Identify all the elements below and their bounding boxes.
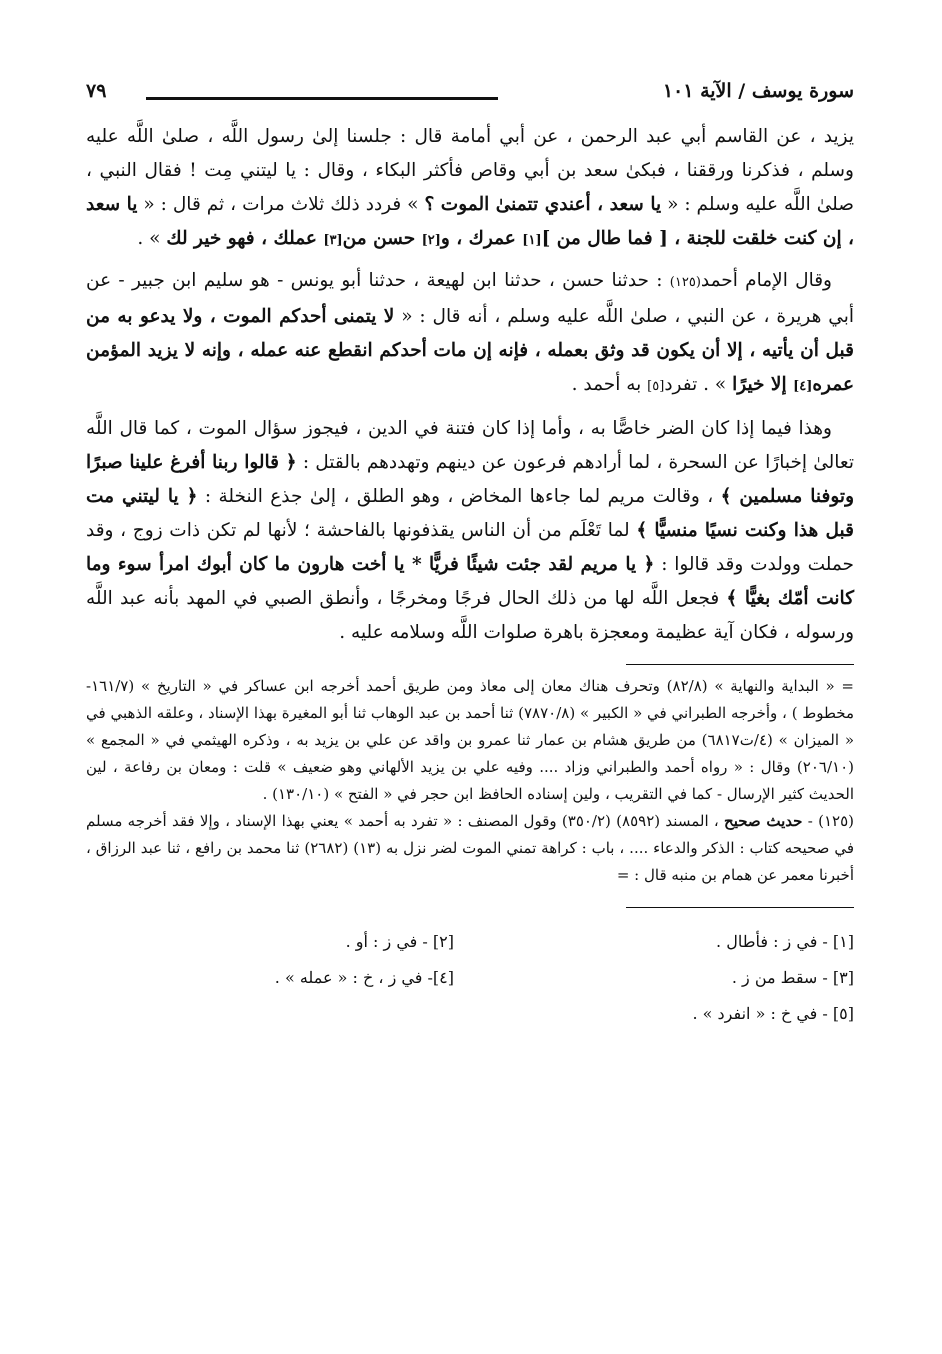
hadith-text: لا يتمنى أحدكم الموت ، ولا يدعو به من قبل أن يأتيه ، إلا أن يكون قد وثق بعمله ، فإنه إن مات أحدكم انقطع عنه عمله ، وإنه لا يزيد المؤمن عمره bbox=[86, 306, 854, 395]
hadith-text: إلا خيرًا bbox=[732, 374, 794, 395]
scholarly-footnotes bbox=[86, 673, 854, 889]
paragraph-3 bbox=[86, 412, 854, 650]
footnote-divider bbox=[626, 664, 854, 665]
variant-3: [٣] - سقط من ز . bbox=[731, 968, 854, 987]
text-run: » . تفرد bbox=[664, 374, 733, 395]
variant-ref-2[interactable]: [٢] bbox=[421, 233, 441, 248]
text-run: يزيد ، عن القاسم أبي عبد الرحمن ، عن أبي أمامة قال : جلسنا إلىٰ رسول اللَّه ، صلىٰ اللَّه عليه وسلم ، فذكرنا ورققنا ، فبكىٰ سعد بن أبي وقاص فأكثر البكاء ، وقال : يا ليتني مِت ! فقال النبي ، صلىٰ اللَّه عليه وسلم : « bbox=[86, 126, 855, 215]
text-run: : حدثنا حسن ، حدثنا ابن لهيعة ، حدثنا أبو يونس - هو سليم ابن جبير - عن أبي هريرة ، عن النبي ، صلىٰ اللَّه عليه وسلم ، أنه قال : « bbox=[86, 270, 854, 327]
quran-verse: ﴿ يا مريم لقد جئت شيئًا فريًّا * يا أخت هارون ما كان أبوك امرأ سوء وما كانت أمّك بغيًّا ﴾ bbox=[86, 554, 854, 609]
hadith-text: عمرك ، و bbox=[440, 228, 523, 249]
text-run: لما تَعْلَم من أن الناس يقذفونها بالفاحشة ؛ لأنها لم تكن ذات زوج ، وقد حملت وولدت وقد قالوا : bbox=[86, 520, 854, 575]
variants-divider bbox=[626, 907, 854, 908]
text-run: ، وقالت مريم لما جاءها المخاض ، وهو الطلق ، إلىٰ جذع النخلة : bbox=[197, 486, 721, 507]
text-run: وهذا فيما إذا كان الضر خاصًّا به ، وأما إذا كان فتنة في الدين ، فيجوز سؤال الموت ، كما قال اللَّه تعالىٰ إخبارًا عن السحرة ، لما أرادهم فرعون عن دينهم وتهددهم بالقتل : bbox=[86, 418, 854, 473]
footnote-continuation: = « البداية والنهاية » (٨٢/٨) وتحرف هناك معان إلى معاذ ومن طريق أحمد أخرجه ابن عساكر في « التاريخ » (١٦١/٧- مخطوط ) ، وأخرجه الطبراني في « الكبير » (٧٨٧٠/٨) ثنا أحمد بن عبد الوهاب ثنا أبو المغيرة بهذا الإسناد ، وعلقه الذهبي في « الميزان » (٤/ت٦٨١٧) من طريق هشام بن عمار ثنا عمرو بن واقد عن علي بن يزيد به ، وذكره الهيثمي في « المجمع » (٢٠٦/١٠) وقال : « رواه أحمد والطبراني وزاد .... وفيه علي بن يزيد الألهاني وهو ضعيف » قلت : ومعان بن رفاعة ، لين الحديث كثير الإرسال - كما في التقريب ، ولين إسناده الحافظ ابن حجر في « الفتح » (١٣٠/١٠) . bbox=[86, 677, 855, 803]
footnote-number: (١٢٥) - bbox=[802, 812, 854, 830]
paragraph-1 bbox=[86, 120, 854, 258]
variant-ref-4[interactable]: [٤] bbox=[793, 379, 813, 394]
hadith-text: حسن من bbox=[342, 228, 422, 249]
paragraph-2 bbox=[86, 264, 854, 404]
header-rule bbox=[146, 97, 498, 100]
main-text bbox=[86, 120, 854, 650]
text-run: » . bbox=[137, 228, 167, 249]
page-number: ٧٩ bbox=[86, 80, 107, 102]
text-run: » فردد ذلك ثلاث مرات ، ثم قال : « bbox=[137, 194, 425, 215]
variant-ref-1[interactable]: [١] bbox=[522, 233, 542, 248]
variant-ref-3[interactable]: [٣] bbox=[323, 233, 343, 248]
variant-readings bbox=[86, 924, 854, 1036]
footnote-text: ، المسند (٨٥٩٢) (٣٥٠/٢) وقول المصنف : « تفرد به أحمد » يعني بهذا الإسناد ، وإلا فقد أخرجه مسلم في صحيحه كتاب : الذكر والدعاء .... ، باب : كراهة تمني الموت لضر نزل به (١٣) (٢٦٨٢) ثنا محمد بن رافع ، ثنا عبد الرزاق ، أخبرنا معمر عن همام بن منبه قال : = bbox=[86, 812, 854, 884]
variant-2: [٢] - في ز : أو . bbox=[345, 932, 454, 951]
page-header bbox=[86, 80, 854, 120]
variant-5: [٥] - في خ : « انفرد » . bbox=[692, 1004, 854, 1023]
footnote-125 bbox=[86, 808, 854, 889]
running-title: سورة يوسف / الآية ١٠١ bbox=[662, 80, 854, 102]
footnote-ref-125[interactable]: (١٢٥) bbox=[669, 275, 701, 290]
text-run: فجعل اللَّه لها من ذلك الحال فرجًا ومخرجًا ، وأنطق الصبي في المهد بأنه عبد اللَّه ورسوله ، فكان آية عظيمة ومعجزة باهرة صلوات اللَّه وسلامه عليه . bbox=[86, 588, 854, 643]
page bbox=[86, 80, 854, 1320]
variant-ref-5[interactable]: [٥] bbox=[647, 379, 665, 394]
text-run: به أحمد . bbox=[571, 374, 648, 395]
text-run: وقال الإمام أحمد bbox=[700, 270, 832, 291]
hadith-text: عملك ، فهو خير لك bbox=[166, 228, 324, 249]
hadith-text: يا سعد ، إن كنت خلقت للجنة ، [ فما طال من ] bbox=[86, 194, 854, 249]
grading: حديث صحيح bbox=[724, 812, 803, 830]
variant-1: [١] - في ز : فأطال . bbox=[716, 932, 854, 951]
variant-4: [٤]- في ز ، خ : « عمله » . bbox=[274, 968, 454, 987]
quran-verse: ﴿ قالوا ربنا أفرغ علينا صبرًا وتوفنا مسلمين ﴾ bbox=[86, 452, 854, 507]
hadith-text: يا سعد ، أعندي تتمنىٰ الموت ؟ bbox=[424, 194, 662, 215]
quran-verse: ﴿ يا ليتني مت قبل هذا وكنت نسيًا منسيًّا ﴾ bbox=[86, 486, 854, 541]
